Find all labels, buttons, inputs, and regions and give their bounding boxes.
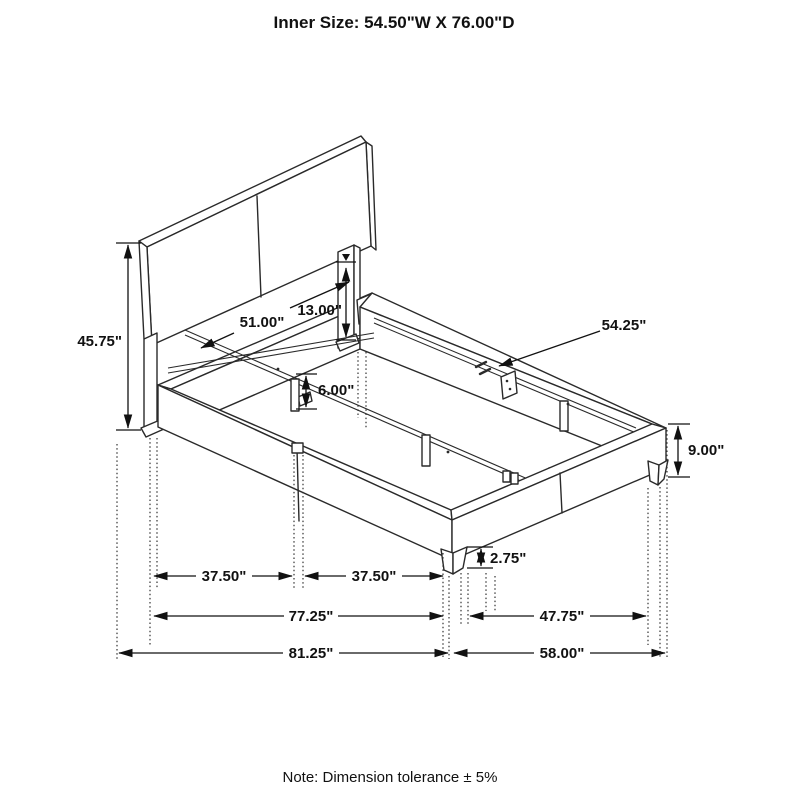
front-leg-height-label: 2.75" [490,550,527,567]
page-title: Inner Size: 54.50"W X 76.00"D [273,13,515,32]
side-rail-length-label: 54.25" [601,317,647,334]
support-leg [422,435,430,466]
side-rail-left [158,385,452,560]
span-right-label: 37.50" [351,568,397,585]
span-left-label: 37.50" [201,568,247,585]
foot-span-label: 47.75" [539,608,585,625]
headboard-leg-offset-label: 13.00" [297,302,342,319]
frame-height-label: 9.00" [688,442,725,459]
headboard-leg-right [336,245,360,351]
rail-span-label: 77.25" [288,608,334,625]
tolerance-note: Note: Dimension tolerance ± 5% [282,769,498,786]
headboard-width-label: 51.00" [239,314,285,331]
support-leg [560,401,568,431]
overall-depth-label: 81.25" [288,645,334,662]
headboard-height-label: 45.75" [77,333,122,350]
overall-width-label: 58.00" [539,645,585,662]
support-leg [291,379,299,411]
foot-rail [451,424,666,560]
support-leg-height-label: 6.00" [318,382,355,399]
